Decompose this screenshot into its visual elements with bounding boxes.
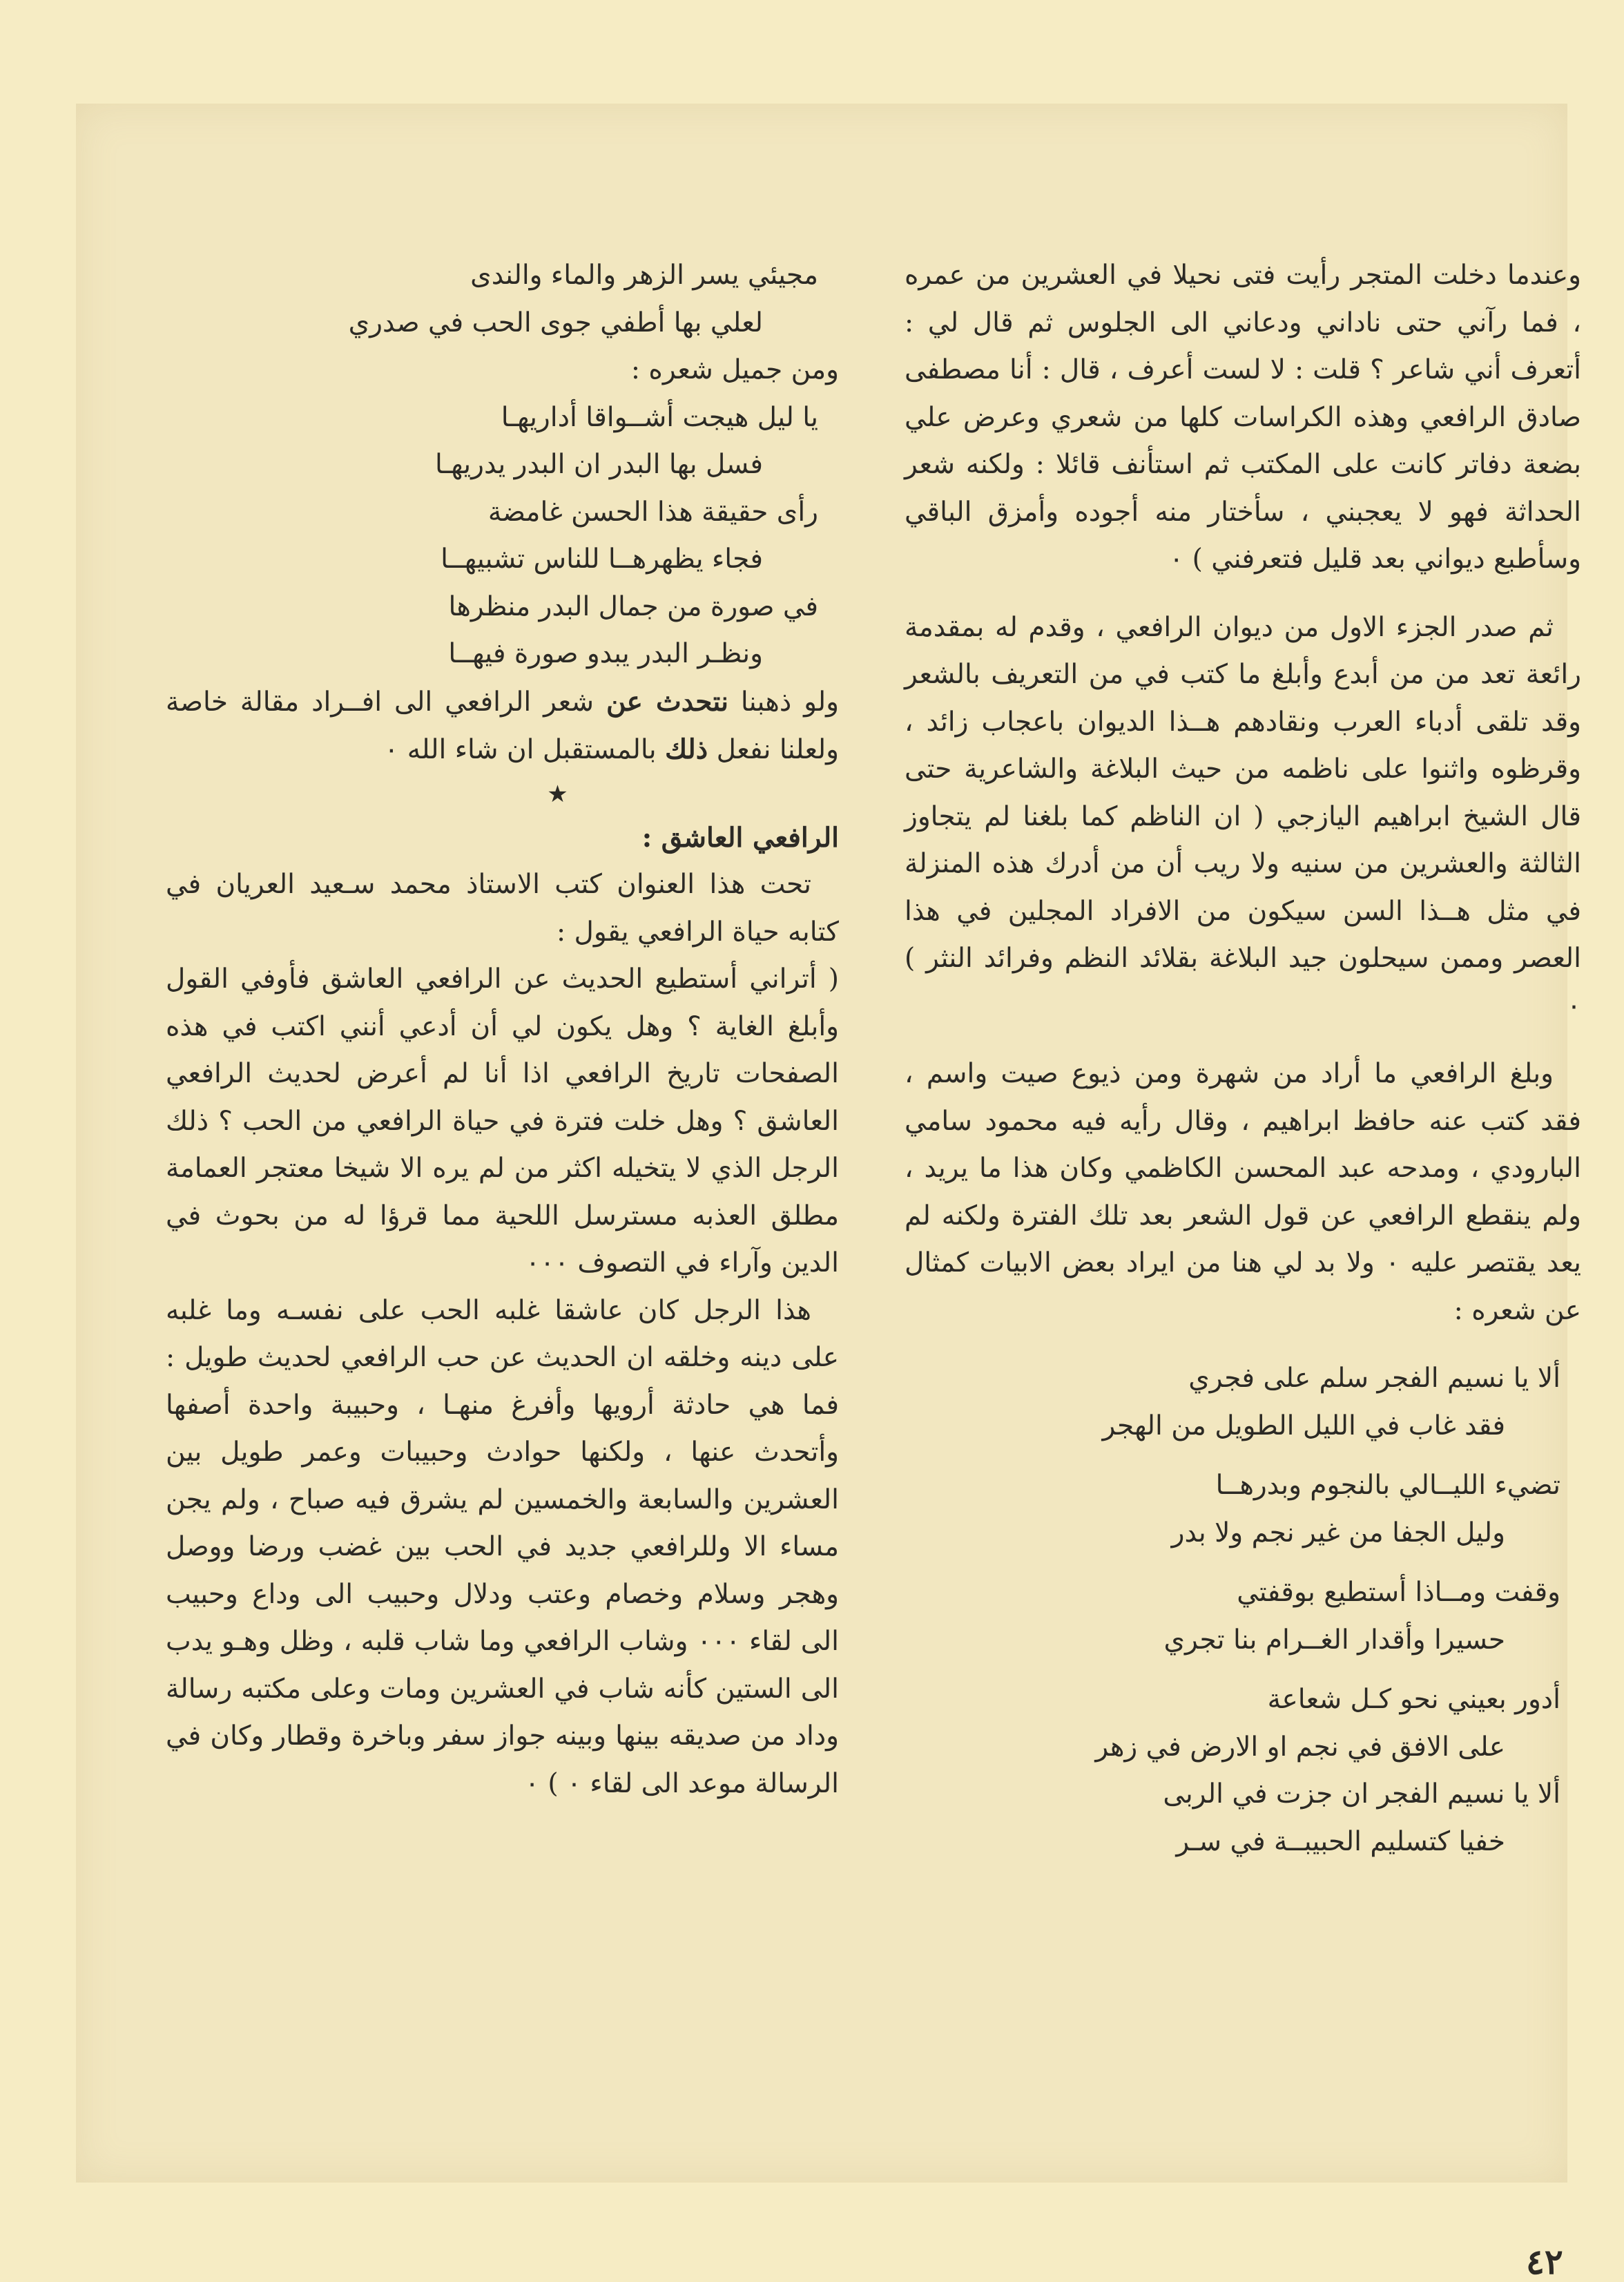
verse-line: في صورة من جمال البدر منظرها	[448, 591, 818, 622]
verse-line: تضيء الليــالي بالنجوم وبدرهــا	[1215, 1470, 1560, 1501]
poem-intro: ومن جميل شعره :	[630, 354, 839, 385]
verse-line: خفيا كتسليم الحبيبــة في سـر	[1176, 1825, 1505, 1857]
paragraph-meeting: وعندما دخلت المتجر رأيت فتى نحيلا في العشرين من عمره ، فما رآني حتى ناداني ودعاني الى الجلوس ثم قال لي : أتعرف أني شاعر ؟ قلت : لا لست أعرف ، قال : أنا مصطفى صادق الرافعي وهذه الكراسات كلها من شعري وعرض علي بضعة دفاتر كانت على المكتب ثم استأنف قائلا : ولكنه شعر الحداثة فهو لا يعجبني ، سأختار منه أجوده وأمزق الباقي وسأطبع ديواني بعد قليل فتعرفني ) ٠	[905, 260, 1581, 575]
poem-dawn	[905, 1355, 1581, 1866]
verse-line: فجاء يظهرهــا للناس تشبيهــا	[441, 544, 763, 575]
verse-line: حسيرا وأقدار الغــرام بنا تجري	[1163, 1624, 1505, 1656]
closing-bold: نتحدث عن	[606, 685, 728, 718]
right-column	[905, 252, 1581, 1866]
closing-text: شعر الرافعي الى افــراد مقالة خاصة ولعلنا نفعل	[166, 686, 839, 765]
closing-bold: ذلك	[665, 734, 708, 765]
verse-line: وليل الجفا من غير نجم ولا بدر	[1171, 1517, 1505, 1548]
verse-line: أدور بعيني نحو كـل شعاعة	[1267, 1684, 1560, 1715]
section-separator-star: ★	[547, 780, 568, 808]
verse-line: ألا يا نسيم الفجر ان جزت في الربى	[1163, 1778, 1560, 1810]
poem-night	[166, 394, 839, 678]
poem-continuation	[166, 252, 839, 347]
verse-line: لعلي بها أطفي جوى الحب في صدري	[348, 307, 763, 338]
verse-line: ونظـر البدر يبدو صورة فيهــا	[448, 638, 763, 669]
section-heading: الرافعي العاشق :	[641, 821, 839, 854]
verse-line: على الافق في نجم او الارض في زهر	[1095, 1731, 1505, 1763]
verse-line: رأى حقيقة هذا الحسن غامضة	[487, 496, 818, 528]
paragraph-diwan: ثم صدر الجزء الاول من ديوان الرافعي ، وقدم له بمقدمة رائعة تعد من من أبدع وأبلغ ما كتب في من التعريف بالشعر وقد تلقى أدباء العرب ونقادهم هــذا الديوان باعجاب زائد ، وقرظوه واثنوا على ناظمه من حيث البلاغة والشاعرية حتى قال الشيخ ابراهيم اليازجي ( ان الناظم كما بلغنا لم يتجاوز الثالثة والعشرين من سنيه ولا ريب أن من أدرك هذه المنزلة في مثل هــذا السن سيكون من الافراد المجلين في هذا العصر وممن سيحلون جيد البلاغة بقلائد النظم وفرائد النثر ) ٠	[905, 611, 1581, 1022]
magazine-page	[76, 104, 1581, 2282]
paragraph-fame: وبلغ الرافعي ما أراد من شهرة ومن ذيوع صيت واسم ، فقد كتب عنه حافظ ابراهيم ، وقال رأيه فيه محمود سامي البارودي ، ومدحه عبد المحسن الكاظمي وكان هذا ما يريد ، ولم ينقطع الرافعي عن قول الشعر بعد تلك الفترة ولكنه لم يعد يقتصر عليه ٠ ولا بد لي هنا من ايراد بعض الابيات كمثال عن شعره :	[905, 1058, 1581, 1326]
verse-line: مجيئي يسر الزهر والماء والندى	[470, 260, 818, 291]
verse-line: فسل بها البدر ان البدر يدريهـا	[434, 449, 763, 480]
verse-line: وقفت ومــاذا أستطيع بوقفتي	[1237, 1577, 1560, 1608]
paragraph-intro-quote: تحت هذا العنوان كتب الاستاذ محمد سـعيد العريان في كتابه حياة الرافعي يقول :	[166, 869, 839, 948]
verse-line: يا ليل هيجت أشــواقا أداريهـا	[501, 401, 818, 433]
paragraph-lover: هذا الرجل كان عاشقا غلبه الحب على نفسـه وما غلبه على دينه وخلقه ان الحديث عن حب الرافعي لحديث طويل : فما هي حادثة أرويها وأفرغ منهـا ، وحبيبة واحدة أصفها وأتحدث عنها ، ولكنها حوادث وحبيبات وعمر طويل بين العشرين والسابعة والخمسين لم يشرق فيه صباح ، ولم يجن مساء الا وللرافعي جديد في الحب بين غضب ورضا ووصل وهجر وسلام وخصام وعتب ودلال وحبيب الى وداع وحبيب الى لقاء ٠٠٠ وشاب الرافعي وما شاب قلبه ، وظل وهـو يدب الى الستين كأنه شاب في العشرين ومات وعلى مكتبه رسالة وداد من صديقه بينها وبينه جواز سفر وباخرة وقطار وكان في الرسالة موعد الى لقاء ٠ ) ٠	[166, 1294, 839, 1799]
paragraph-quote: ( أتراني أستطيع الحديث عن الرافعي العاشق فأوفي القول وأبلغ الغاية ؟ وهل يكون لي أن أدعي أنني اكتب في هذه الصفحات تاريخ الرافعي اذا أنا لم أعرض لحديث الرافعي العاشق ؟ وهل خلت فترة في حياة الرافعي من الحب ؟ ذلك الرجل الذي لا يتخيله اكثر من لم يره الا شيخا معتجر العمامة مطلق العذبه مسترسل اللحية مما قرؤا له من بحوث في الدين وآراء في التصوف ٠٠٠	[166, 963, 839, 1278]
left-column	[166, 252, 839, 1808]
closing-text: بالمستقبل ان شاء الله ٠	[384, 734, 666, 765]
closing-text: ولو ذهبنا	[728, 686, 839, 718]
paragraph-closing	[166, 678, 839, 774]
page-number: ٤٢	[1526, 2241, 1563, 2282]
verse-line: فقد غاب في الليل الطويل من الهجر	[1102, 1410, 1505, 1441]
verse-line: ألا يا نسيم الفجر سلم على فجري	[1188, 1363, 1560, 1394]
